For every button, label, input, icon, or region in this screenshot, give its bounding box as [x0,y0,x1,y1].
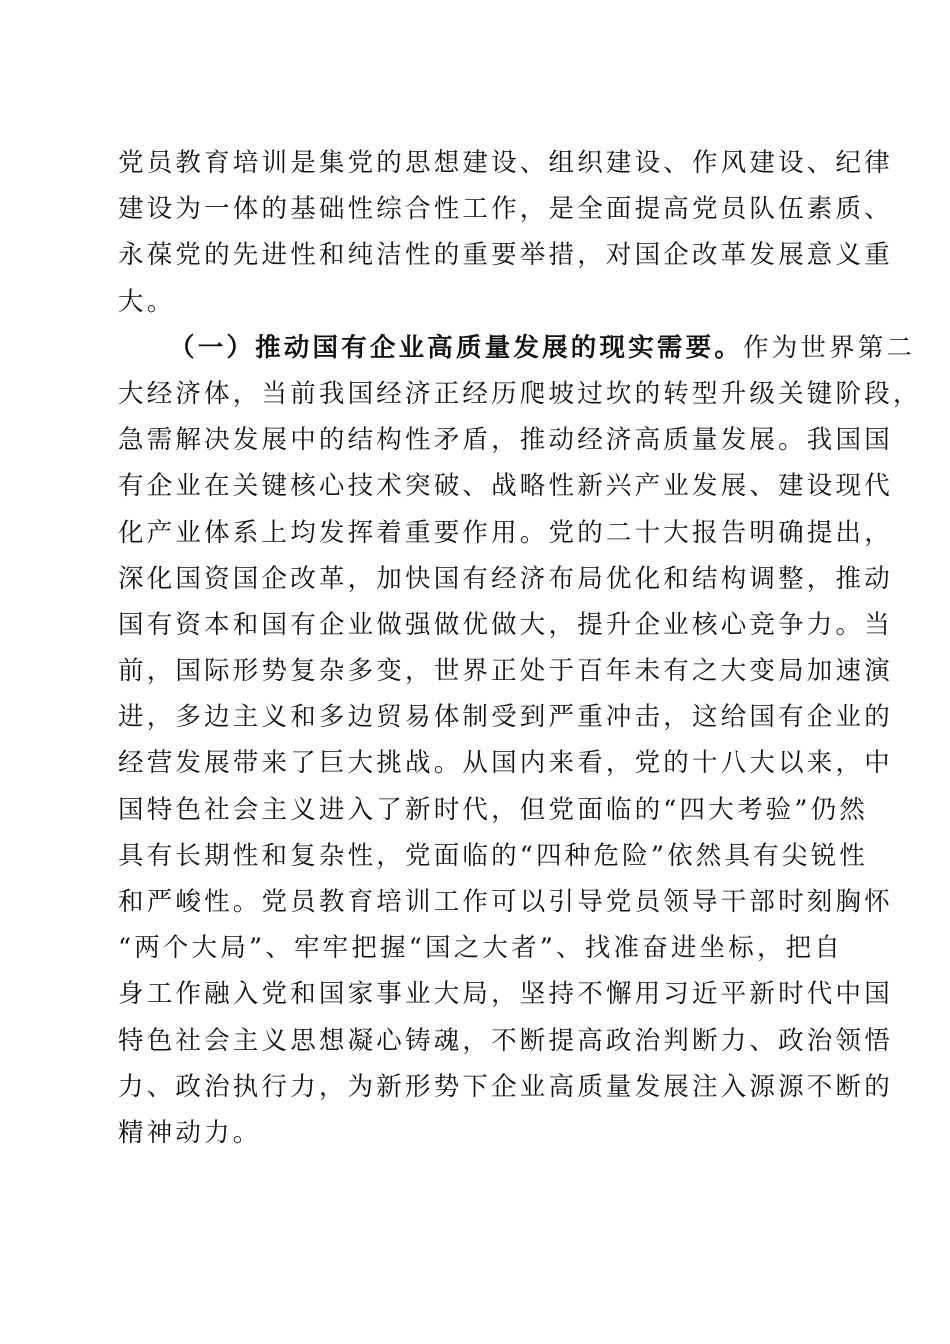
body-line: 化产业体系上均发挥着重要作用。党的二十大报告明确提出， [118,517,893,548]
body-line: 力、政治执行力，为新形势下企业高质量发展注入源源不断的 [118,1071,893,1102]
body-text [118,140,922,1156]
body-line: “两个大局”、牢牢把握“国之大者”、找准奋进坐标，把自 [118,933,844,964]
body-line: 前，国际形势复杂多变，世界正处于百年未有之大变局加速演 [118,656,893,687]
body-line: 精神动力。 [118,1117,262,1148]
section-first-line-rest: 作为世界第二 [743,332,916,363]
intro-line: 永葆党的先进性和纯洁性的重要举措，对国企改革发展意义重 [118,240,893,271]
body-line: 国有资本和国有企业做强做优做大，提升企业核心竞争力。当 [118,609,893,640]
body-line: 国特色社会主义进入了新时代，但党面临的“四大考验”仍然 [118,794,868,825]
intro-line: 建设为一体的基础性综合性工作，是全面提高党员队伍素质、 [118,194,893,225]
body-line: 深化国资国企改革，加快国有经济布局优化和结构调整，推动 [118,563,893,594]
body-line: 经营发展带来了巨大挑战。从国内来看，党的十八大以来，中 [118,748,893,779]
body-line: 有企业在关键核心技术突破、战略性新兴产业发展、建设现代 [118,471,893,502]
body-line: 身工作融入党和国家事业大局，坚持不懈用习近平新时代中国 [118,979,893,1010]
body-line: 大经济体，当前我国经济正经历爬坡过坎的转型升级关键阶段， [118,378,922,409]
body-line: 急需解决发展中的结构性矛盾，推动经济高质量发展。我国国 [118,425,893,456]
body-line: 进，多边主义和多边贸易体制受到严重冲击，这给国有企业的 [118,702,893,733]
intro-line: 党员教育培训是集党的思想建设、组织建设、作风建设、纪律 [118,148,893,178]
section-heading-line [118,325,916,371]
body-line: 特色社会主义思想凝心铸魂，不断提高政治判断力、政治领悟 [118,1025,893,1056]
intro-line: 大。 [118,286,176,317]
body-line: 和严峻性。党员教育培训工作可以引导党员领导干部时刻胸怀 [118,887,893,917]
section-heading: （一）推动国有企业高质量发展的现实需要。 [169,332,744,363]
body-line: 具有长期性和复杂性，党面临的“四种危险”依然具有尖锐性 [118,840,868,871]
